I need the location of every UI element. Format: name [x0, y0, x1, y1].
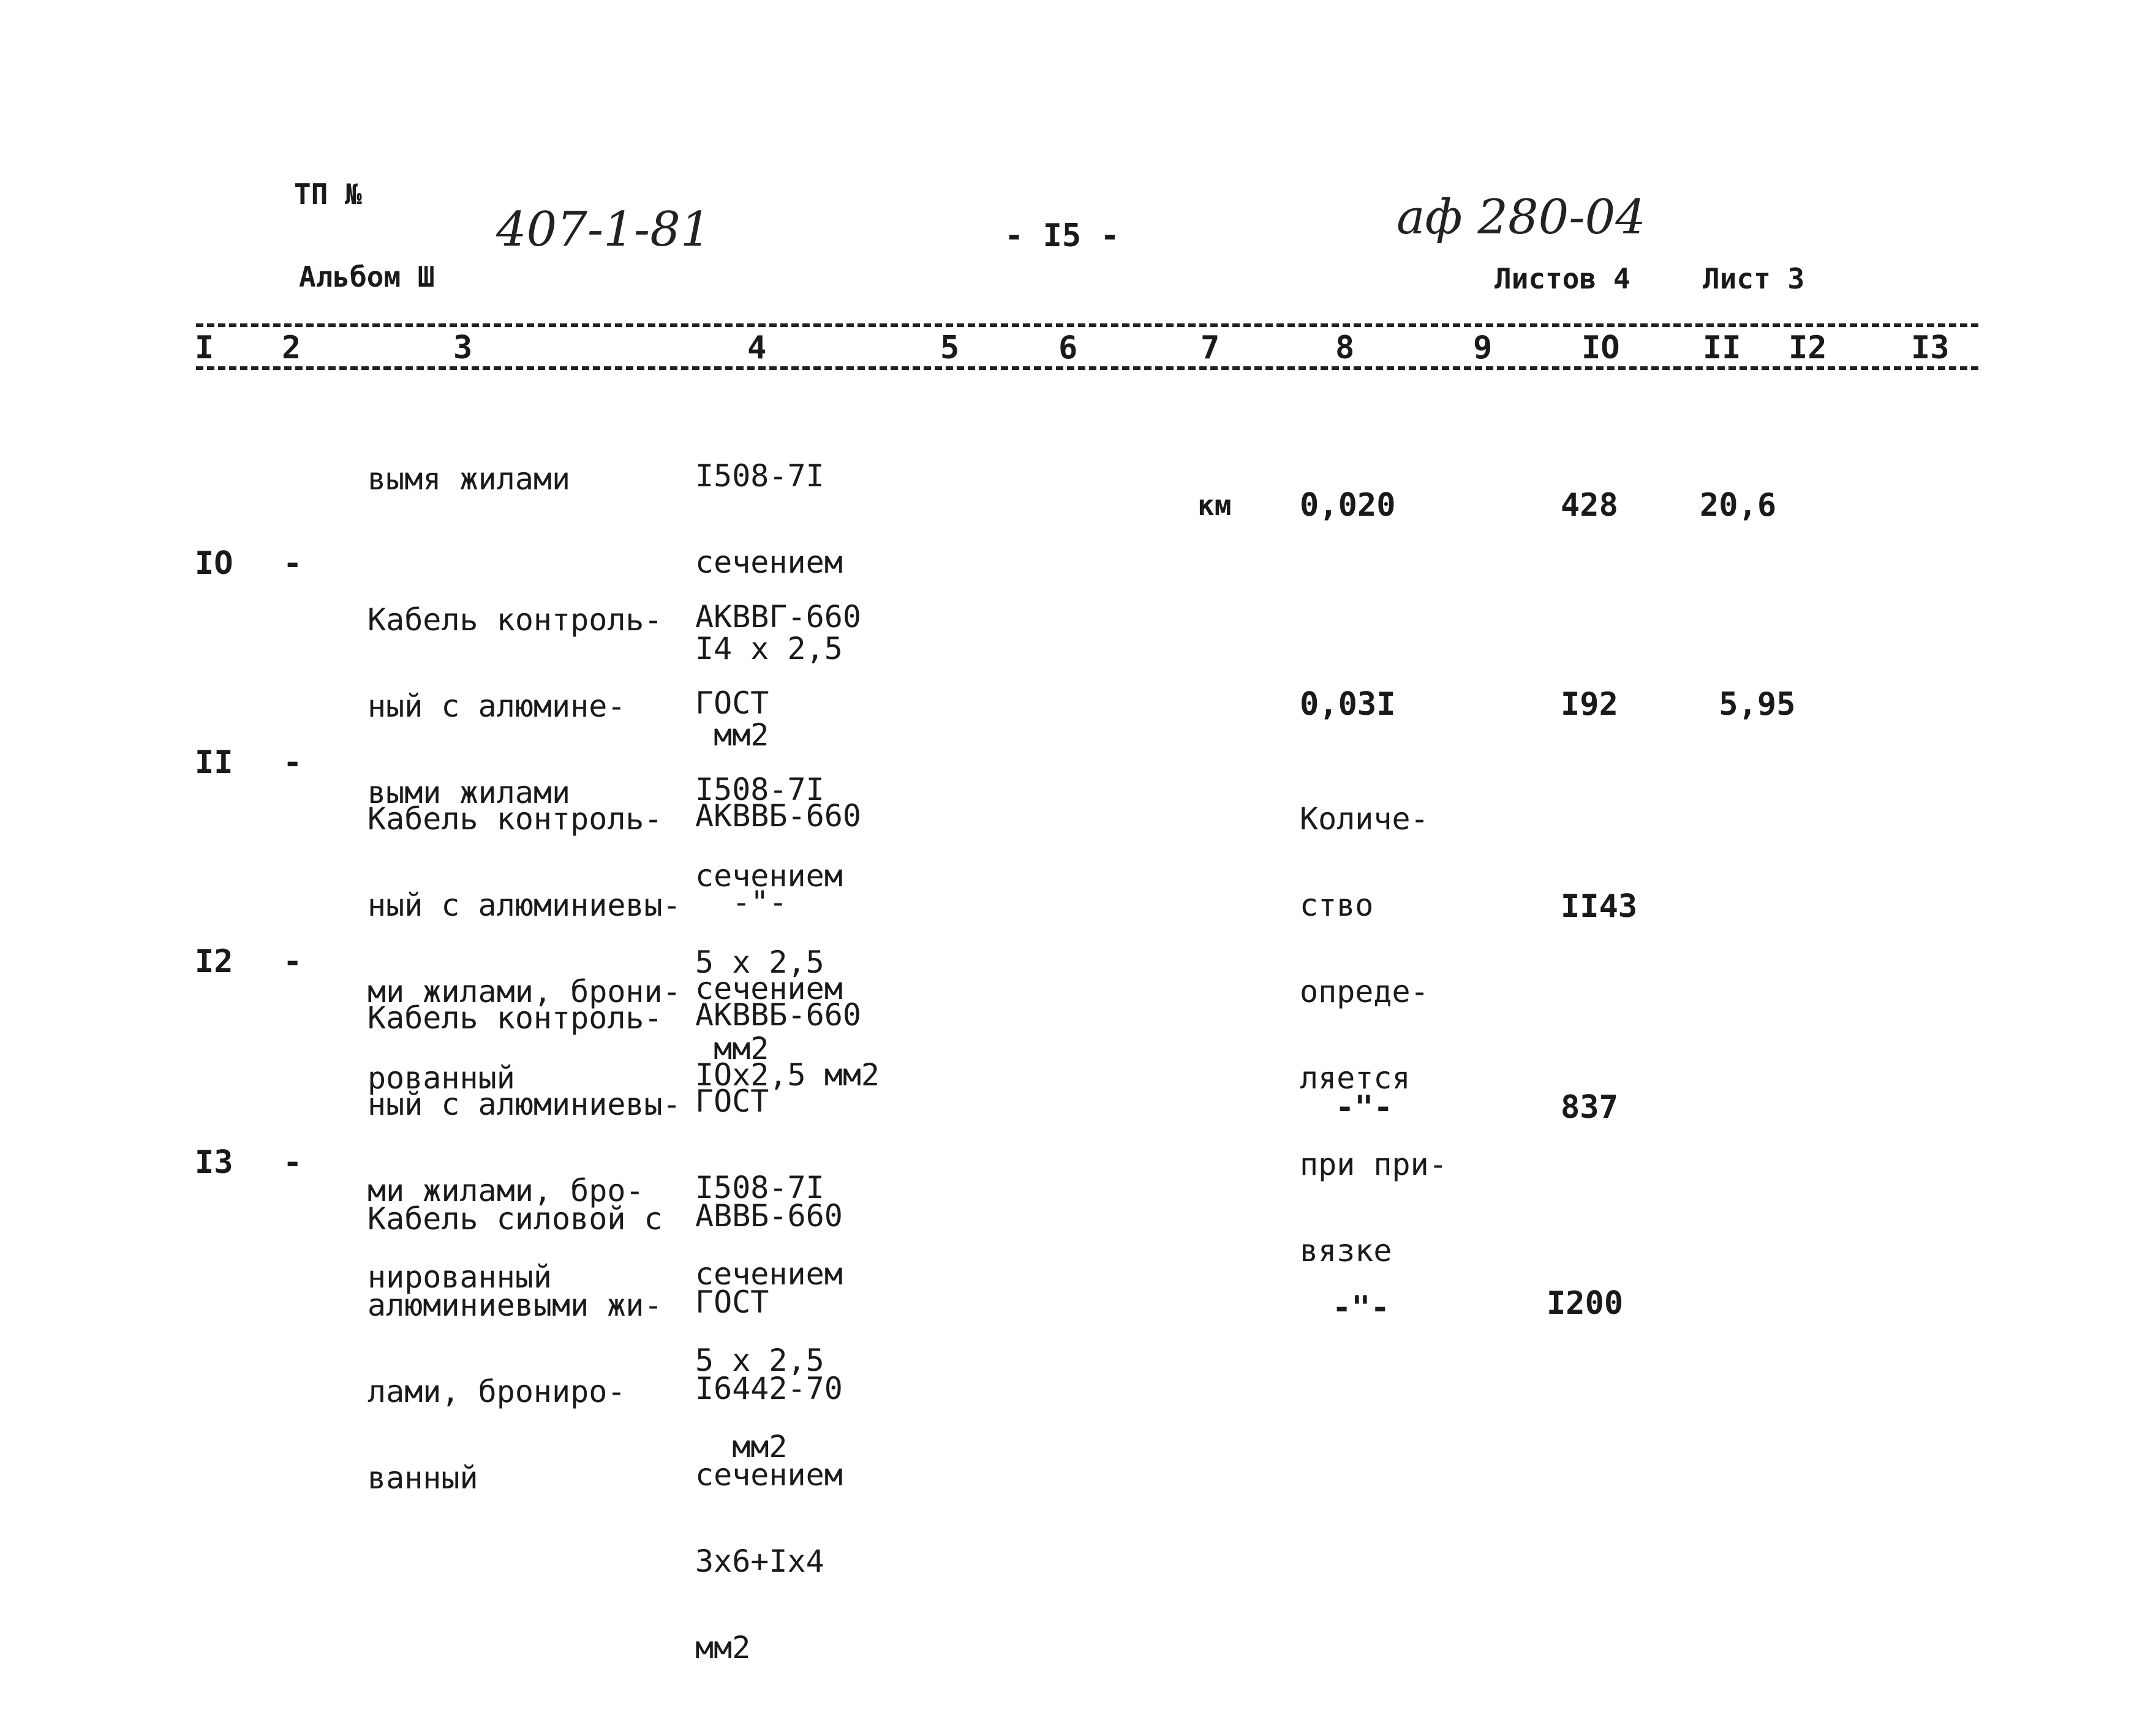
row1-spec-line: сечением	[695, 545, 843, 580]
row13-name	[368, 1147, 663, 1521]
row12-spec-line: ГОСТ	[695, 1084, 769, 1119]
row1-spec-line: I4 x 2,5	[695, 631, 843, 666]
col-header-5: 5	[940, 330, 960, 366]
row11-qty-line: ство	[1300, 888, 1374, 923]
col-header-12: I2	[1789, 330, 1827, 366]
row1-col10: 428	[1561, 487, 1618, 524]
row10-col10: I92	[1561, 686, 1618, 723]
row11-number: II	[195, 744, 233, 781]
row10-dash: -	[283, 545, 303, 582]
page-marker: - I5 -	[1005, 217, 1120, 254]
row12-name-line: ми жилами, бро-	[368, 1173, 644, 1208]
col-header-7: 7	[1200, 330, 1220, 366]
row12-spec-line: I508-7I	[695, 1170, 824, 1205]
row1-name	[368, 407, 570, 522]
row10-spec-line: I508-7I	[695, 772, 824, 807]
row13-spec-line: АВВБ-660	[695, 1198, 843, 1234]
album-label: Альбом Ш	[299, 260, 435, 293]
row10-name-line: Кабель контроль-	[368, 602, 663, 638]
row11-col10: II43	[1561, 888, 1638, 925]
row10-spec-line: сечением	[695, 858, 843, 894]
row10-qty: 0,03I	[1300, 686, 1396, 723]
row13-dash: -	[283, 1144, 303, 1181]
col-header-10: IO	[1581, 330, 1620, 366]
sheet-number: Лист 3	[1703, 262, 1805, 295]
col-header-8: 8	[1335, 330, 1355, 366]
row12-dash: -	[283, 943, 303, 980]
row13-col10-clip	[1547, 1285, 1624, 1322]
row11-name-line: ный с алюминиевы-	[368, 888, 681, 923]
row13-spec-line: I6442-70	[695, 1371, 843, 1406]
row12-spec-line: АКВВБ-660	[695, 997, 861, 1033]
col-header-11: II	[1703, 330, 1741, 366]
row10-spec-line: мм2	[695, 1031, 769, 1066]
col-header-1: I	[195, 330, 214, 366]
sheets-total: Листов 4	[1494, 262, 1630, 295]
row10-number: IO	[195, 545, 233, 582]
row11-qty-line: Количе-	[1300, 801, 1429, 837]
row11-name-line: рованный	[368, 1060, 515, 1096]
row11-qty-line: ляется	[1300, 1060, 1411, 1096]
code-number: аф 280-04	[1396, 190, 1646, 245]
row12-spec-line: сечением	[695, 1256, 843, 1292]
row13-name-line: Кабель силовой с	[368, 1201, 663, 1237]
row1-qty: 0,020	[1300, 487, 1396, 524]
col-header-6: 6	[1058, 330, 1078, 366]
row11-qty-line: при при-	[1300, 1147, 1447, 1182]
row10-name-line: ный с алюмине-	[368, 688, 626, 724]
row13-name-line: алюминиевыми жи-	[368, 1288, 663, 1323]
row11-dash: -	[283, 744, 303, 781]
row13-spec-line: 3x6+Ix4	[695, 1544, 824, 1579]
row10-spec-line: 5 x 2,5	[695, 944, 824, 980]
row11-spec-line: сечением	[695, 971, 843, 1006]
row12-number: I2	[195, 943, 233, 980]
row1-col11: 20,6	[1700, 487, 1777, 524]
row1-unit: км	[1197, 489, 1232, 522]
row13-spec-line: сечением	[695, 1457, 843, 1493]
doc-number: 407-1-81	[496, 202, 711, 257]
row11-qty	[1300, 747, 1447, 1294]
col-header-9: 9	[1473, 330, 1493, 366]
row10-name-line: выми жилами	[368, 775, 571, 810]
row13-col10: I200	[1547, 1285, 1624, 1322]
header-rule-bottom	[196, 366, 1978, 370]
header-rule-top	[196, 323, 1978, 327]
row13-spec	[695, 1144, 843, 1720]
row1-name-line: вымя жилами	[368, 461, 571, 497]
row13-qty: -"-	[1332, 1289, 1390, 1326]
row11-spec-line: IOx2,5 мм2	[695, 1057, 880, 1093]
row12-spec-line: мм2	[695, 1429, 788, 1465]
row12-name-line: Кабель контроль-	[368, 1000, 663, 1036]
row12-qty: -"-	[1335, 1089, 1393, 1126]
row10-col11: 5,95	[1700, 686, 1796, 723]
row12-col10: 837	[1561, 1089, 1618, 1126]
tp-label: ТП №	[294, 178, 362, 211]
col-header-4: 4	[747, 330, 767, 366]
row11-qty-line: опреде-	[1300, 974, 1429, 1009]
row13-number: I3	[195, 1144, 233, 1181]
col-header-3: 3	[453, 330, 473, 366]
row10-spec-line: АКВВГ-660	[695, 599, 861, 635]
col-header-2: 2	[282, 330, 301, 366]
row12-name-line: ный с алюминиевы-	[368, 1087, 681, 1122]
row13-name-line: лами, брониро-	[368, 1374, 626, 1409]
row1-spec-line: I508-7I	[695, 458, 824, 494]
row1-spec-line: мм2	[695, 717, 769, 753]
col-header-13: I3	[1911, 330, 1950, 366]
row13-name-line: ванный	[368, 1460, 478, 1496]
row11-name-line: ми жилами, брони-	[368, 974, 681, 1009]
row12-spec-line: 5 x 2,5	[695, 1343, 824, 1378]
row11-name-line: Кабель контроль-	[368, 801, 663, 837]
row11-spec-line: АКВВБ-660	[695, 798, 861, 834]
row12-name-line: нированный	[368, 1259, 552, 1295]
row11-qty-line: вязке	[1300, 1233, 1392, 1269]
row13-spec-line: мм2	[695, 1630, 751, 1665]
row13-spec-line: ГОСТ	[695, 1284, 769, 1320]
row11-spec-line: -"-	[695, 884, 788, 920]
row10-spec-line: ГОСТ	[695, 685, 769, 721]
row13-qty-clip	[1332, 1289, 1390, 1326]
